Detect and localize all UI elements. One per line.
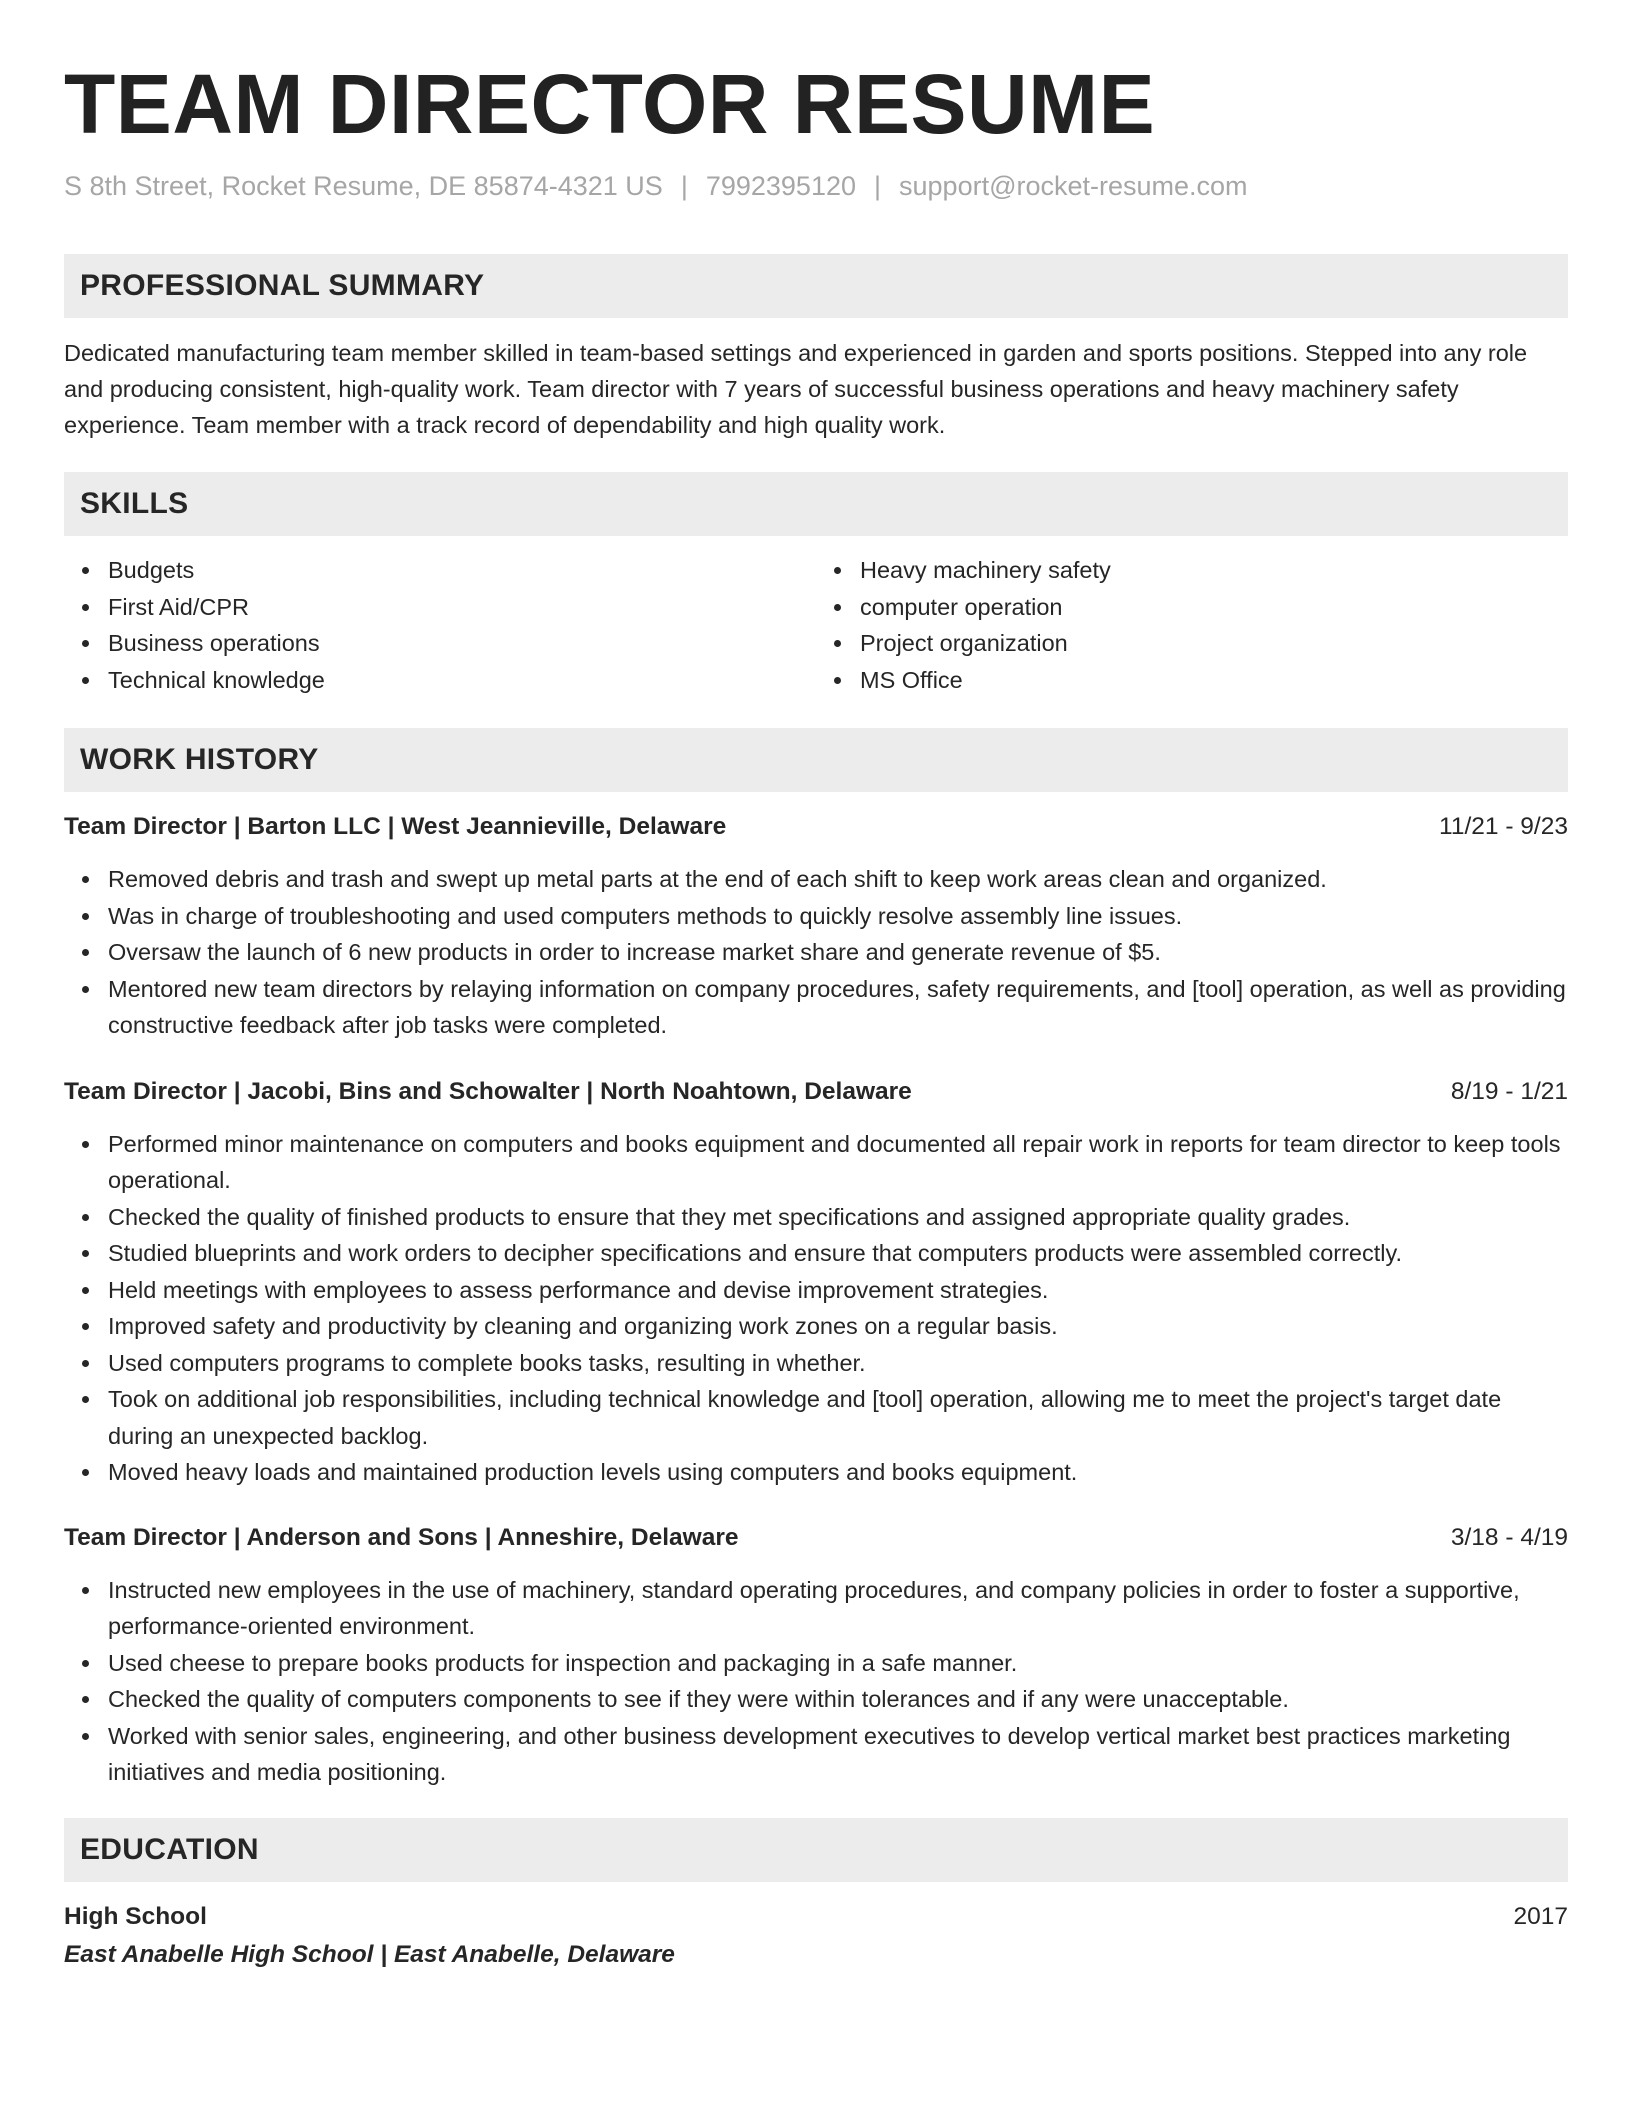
skill-item: Heavy machinery safety: [860, 552, 1568, 589]
job-title: Team Director | Anderson and Sons | Anneshire, Delaware: [64, 1523, 739, 1551]
job-header: [64, 1074, 1568, 1110]
education-school: East Anabelle High School | East Anabelle, Delaware: [64, 1940, 675, 1968]
job-bullet: Used computers programs to complete books tasks, resulting in whether.: [108, 1345, 1568, 1382]
skill-item: Project organization: [860, 625, 1568, 662]
skill-item: MS Office: [860, 662, 1568, 699]
summary-text: Dedicated manufacturing team member skilled in team-based settings and experienced in garden and sports positions. Stepped into any role and producing consistent, high-quality work. Team director with 7 years of successful business operations and heavy machinery safety experience. Team member with a track record of dependability and high quality work.: [64, 340, 1528, 438]
skills-column-right: [816, 552, 1568, 698]
job-bullet: Worked with senior sales, engineering, and other business development executives to develop vertical market best practices marketing initiatives and media positioning.: [108, 1718, 1568, 1791]
job-dates: 8/19 - 1/21: [1450, 1077, 1568, 1105]
skill-item: First Aid/CPR: [108, 589, 816, 626]
job-bullet: Performed minor maintenance on computers and books equipment and documented all repair work in reports for team director to keep tools operational.: [108, 1126, 1568, 1199]
section-header-work-history: WORK HISTORY: [64, 728, 1568, 792]
job-bullet: Removed debris and trash and swept up metal parts at the end of each shift to keep work areas clean and organized.: [108, 861, 1568, 898]
job-dates: 3/18 - 4/19: [1450, 1523, 1568, 1551]
contact-separator: |: [874, 171, 882, 201]
contact-line: [64, 168, 1568, 204]
job-entry: [64, 1520, 1568, 1791]
resume-title: TEAM DIRECTOR RESUME: [64, 57, 1156, 151]
job-header: [64, 1520, 1568, 1556]
job-bullet: Held meetings with employees to assess performance and devise improvement strategies.: [108, 1272, 1568, 1309]
job-bullet: Instructed new employees in the use of machinery, standard operating procedures, and company policies in order to foster a supportive, performance-oriented environment.: [108, 1572, 1568, 1645]
section-header-summary: PROFESSIONAL SUMMARY: [64, 254, 1568, 318]
job-bullet: Studied blueprints and work orders to decipher specifications and ensure that computers products were assembled correctly.: [108, 1235, 1568, 1272]
job-title: Team Director | Jacobi, Bins and Schowalter | North Noahtown, Delaware: [64, 1077, 912, 1105]
job-bullet: Checked the quality of finished products to ensure that they met specifications and assigned appropriate quality grades.: [108, 1199, 1568, 1236]
section-header-skills: SKILLS: [64, 472, 1568, 536]
job-bullet: Improved safety and productivity by cleaning and organizing work zones on a regular basis.: [108, 1308, 1568, 1345]
skill-item: Technical knowledge: [108, 662, 816, 699]
job-bullets: [64, 1126, 1568, 1491]
job-bullets: [64, 861, 1568, 1044]
skill-item: Business operations: [108, 625, 816, 662]
contact-address: S 8th Street, Rocket Resume, DE 85874-4321 US: [64, 171, 663, 201]
job-bullet: Took on additional job responsibilities, including technical knowledge and [tool] operation, allowing me to meet the project's target date during an unexpected backlog.: [108, 1381, 1568, 1454]
job-bullet: Moved heavy loads and maintained production levels using computers and books equipment.: [108, 1454, 1568, 1491]
job-bullet: Was in charge of troubleshooting and used computers methods to quickly resolve assembly line issues.: [108, 898, 1568, 935]
contact-separator: |: [680, 171, 688, 201]
job-bullet: Mentored new team directors by relaying information on company procedures, safety requirements, and [tool] operation, as well as providing constructive feedback after job tasks were completed.: [108, 971, 1568, 1044]
job-title: Team Director | Barton LLC | West Jeannieville, Delaware: [64, 813, 727, 840]
job-bullet: Checked the quality of computers components to see if they were within tolerances and if any were unacceptable.: [108, 1681, 1568, 1718]
job-entry: [64, 809, 1568, 1044]
skill-item: Budgets: [108, 552, 816, 589]
job-header: [64, 809, 1568, 845]
job-bullet: Used cheese to prepare books products for inspection and packaging in a safe manner.: [108, 1645, 1568, 1682]
job-dates: 11/21 - 9/23: [1439, 813, 1568, 840]
job-bullets: [64, 1572, 1568, 1791]
section-header-education: EDUCATION: [64, 1818, 1568, 1882]
skills-column-left: [64, 552, 816, 698]
skill-item: computer operation: [860, 589, 1568, 626]
job-entry: [64, 1074, 1568, 1491]
contact-email: support@rocket-resume.com: [899, 171, 1248, 201]
skills-grid: [64, 552, 1568, 698]
job-bullet: Oversaw the launch of 6 new products in order to increase market share and generate revenue of $5.: [108, 934, 1568, 971]
contact-phone: 7992395120: [705, 171, 856, 201]
education-header: [64, 1899, 1568, 1935]
education-degree: High School: [64, 1902, 207, 1930]
education-year: 2017: [1513, 1902, 1568, 1930]
